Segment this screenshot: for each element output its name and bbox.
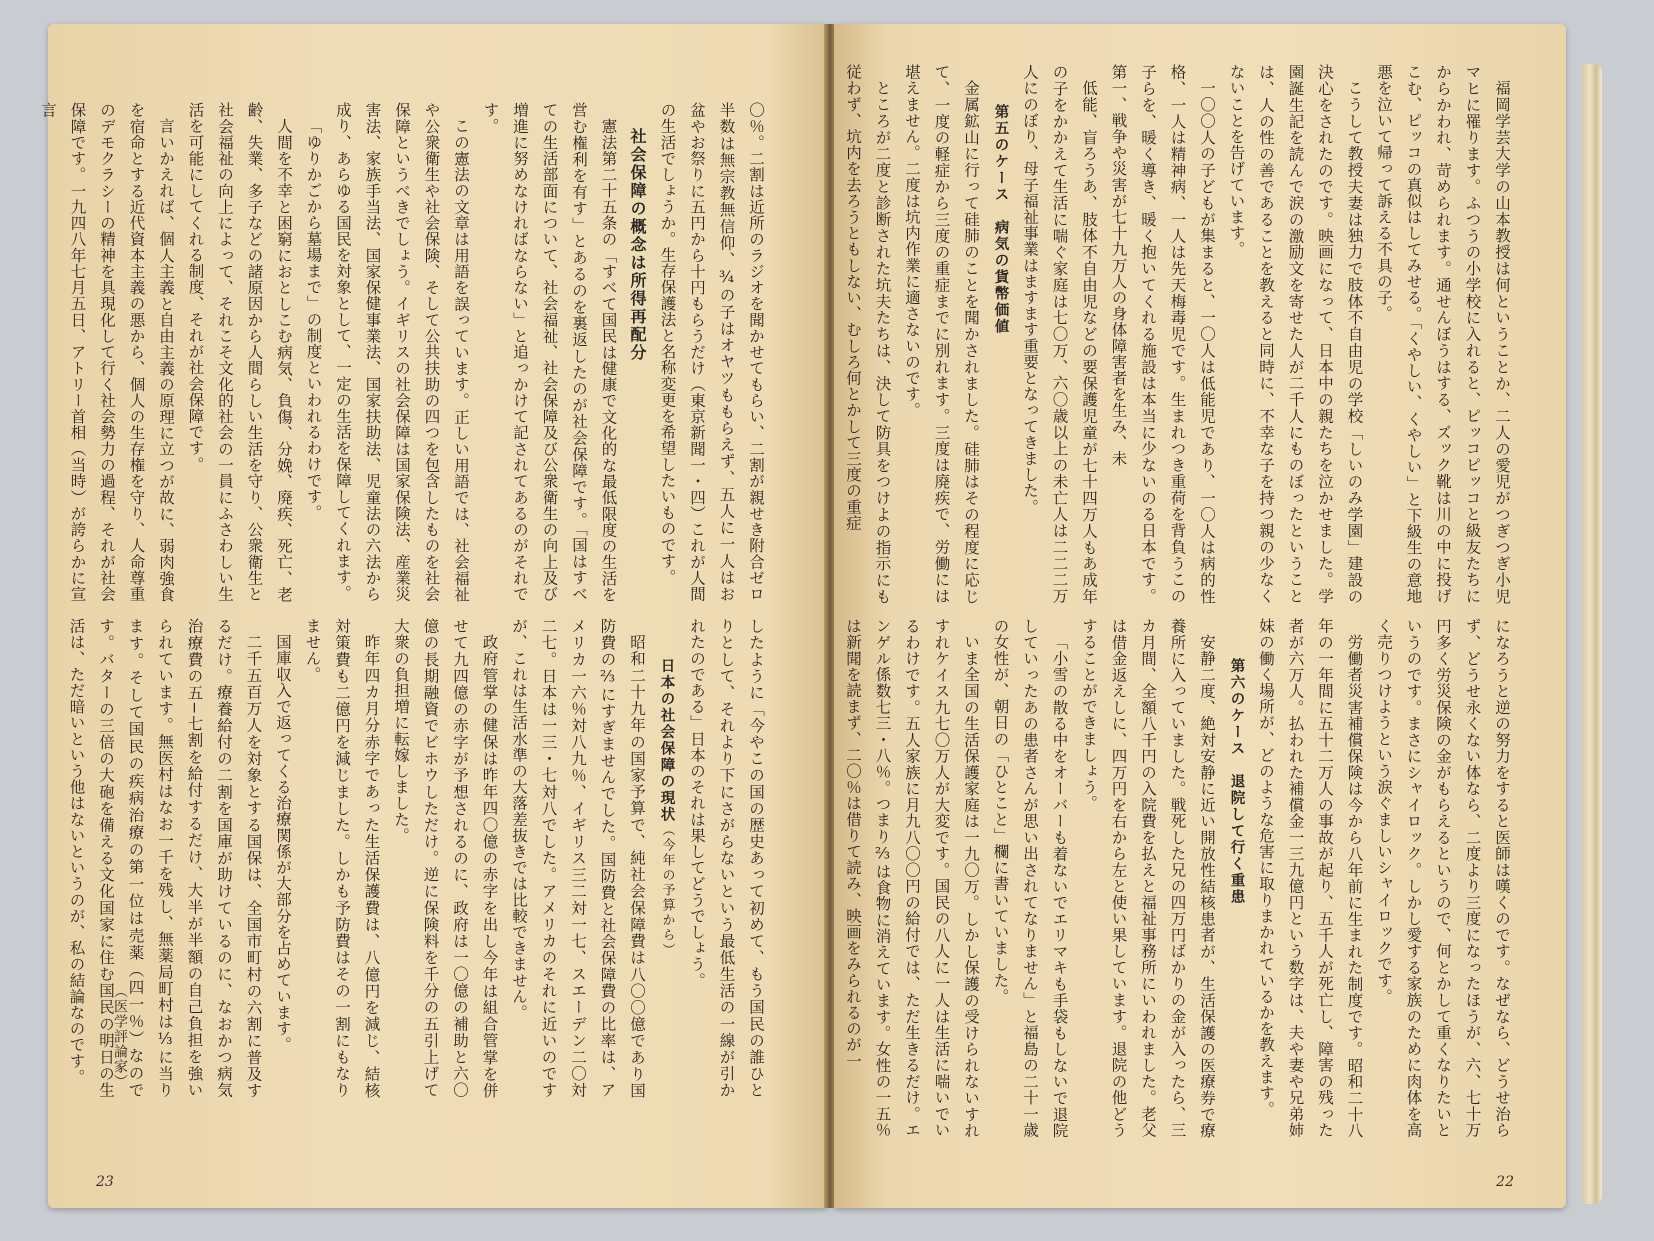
case5-heading: 第五のケース 病気の貨幣価値 [992,104,1009,335]
left-bottom-lead: したように「今やこの国の歴史あって初めて、もう国民の誰ひとりとして、それより下にさがらないという最低生活の一線が引かれたのである」日本のそれは果してどうでしょう。 [688,618,765,1098]
intro-paragraph: 一〇〇人の子どもが集まると、一〇人は低能児であり、一〇人は病的性格、一人は精神病、一人は先天梅毒児です。生まれつき重荷を背負うこの子らを、暖く導き、暖く抱いてくれる施設は本当に少ないのる日本です。第一、戦争や災害が七十九万人の身体障害者を生み、未 [1109,64,1216,604]
left-top-text [39,102,770,602]
case5-continued: になろうと逆の努力をすると医師は嘆くのです。なぜなら、どうせ治らず、どうせ永くない体なら、二度より三度になったほうが、六、七十万円多く労災保険の金がもらえるというので、何とかして重くなりたいというのです。まさにシャイロック。しかし愛する家族のために肉体を高く売りつけようという涙ぐましいシャイロックです。 [1375,618,1511,1138]
intro-paragraph: 福岡学芸大学の山本教授は何ということか、二人の愛児がつぎつぎ小児マヒに罹ります。ふつうの小学校に入れると、ピッコピッコと級友たちにからかわれ、苛められます。通せんぼうはする、ズック靴は川の中に投げこむ、ピッコの真似はしてみせる。「くやしい、くやしい」と下級生の意地悪を泣いて帰って訴える不具の子。 [1375,64,1511,604]
concept-paragraph: 「ゆりかごから墓場まで」の制度といわれるわけです。 [304,117,323,520]
page-number-right: 22 [1496,1174,1514,1190]
left-page [39,24,828,1208]
case6-paragraph: 安静二度、絶対安静に近い開放性結核患者が、生活保護の医療券で療養所に入っていました。戦死した兄の四万円ばかりの金が入ったら、三カ月間、全額八千円の入院費を払えと福祉事務所にいわれました。老父は借金返えしに、四万円を右から左と使い果しています。退院の他どうすることができましょう。 [1080,618,1216,1138]
concept-paragraph: 言いかえれば、個人主義と自由主義の原理に立つが故に、弱肉強食を宿命とする近代資本主義の悪から、個人の生存権を守り、人命尊重のデモクラシーの精神を具現化して行く社会勢力の過程、それが社会保障です。一九四八年七月五日、アトリー首相（当時）が誇らかに宣言 [39,102,175,602]
case5-paragraph: ところが二度と診断された坑夫たちは、決して防具をつけよの指示にも従わず、坑内を去ろうともしない、むしろ何とかして三度の重症 [844,64,892,604]
section-heading-status: 日本の社会保障の現状（今年の予算から） [658,658,675,958]
case5-paragraph: 労働者災害補償保険は今から八年前に生まれた制度です。昭和二十八年の一年間に五十二万人の事故が起り、五千人が死亡し、障害の残った者が六万人。払われた補償金一三九億円という数字は、夫や妻や兄弟姉妹の働く場所が、どのような危害に取りまかれているかを教えます。 [1257,618,1364,1138]
case6-paragraph: いま全国の生活保護家庭は一九〇万。しかし保護の受けられないすれすれケイス九七〇万人が大変です。国民の八人に一人は生活に喘いでいるわけです。五人家族に月九八〇〇円の給付では、ただ生きるだけ。エンゲル係数七三・八％。つまり⅔は食物に消えています。女性の一五％は新聞を読まず、二〇％は借りて読み、映画をみられるのが一 [844,618,980,1138]
section-heading-concept: 社会保障の概念は所得再配分 [628,128,647,362]
page-number-left: 23 [96,1174,114,1190]
author-credit: （医学評論家） [112,984,128,1089]
status-paragraph: 昭和二十九年の国家予算で、純社会保障費は八〇〇億であり国防費の⅔にすぎませんでした。国防費と社会保障費の比率は、アメリカ一六％対八九％、イギリス三二対一七、スエーデン二〇対二七。日本は一三・七対八でした。アメリカのそれに近いのですが、これは生活水準の大落差抜きでは比較できません。 [510,618,646,1098]
magazine-spread [39,24,1608,1208]
concept-paragraph: この憲法の文章は用語を誤っています。正しい用語では、社会福祉や公衆衛生や社会保険、そして公共扶助の四つを包含したものを社会保障というべきでしょう。イギリスの社会保障は国家保険法、産業災害法、家族手当法、国家保健事業法、国家扶助法、児童法の六法から成り、あらゆる国民を対象として、一定の生活を保障してくれます。 [334,102,470,602]
status-paragraph: 二千五百万人を対象とする国保は、全国市町村の六割に普及するだけ。療養給付の二割を国庫が助けているのに、なおかつ病気治療費の五−七割を給付するだけ、大半が半額の自己負担を強いられています。無医村はなお一千を残し、無薬局町村は⅓に当ります。そして国民の疾病治療の第一位は売薬（四一％）なのです。バターの三倍の大砲を備える文化国家に住む国民の明日の生活は、ただ暗いという他はないというのが、私の結論なのです。 [67,618,263,1098]
status-paragraph: 国庫収入で返ってくる治療関係が大部分を占めています。 [274,633,292,1053]
section-heading-status-sub: （今年の予算から） [659,823,675,958]
intro-paragraph: 低能、盲ろうあ、肢体不自由児などの要保護児童が七十四万人もあ成年の子をかかえて生活に喘ぐ家庭は七〇万、六〇歳以上の未亡人は二二二万人にのぼり、母子福祉事業はますます重要となってきました。 [1021,64,1098,604]
page-edges [1582,64,1602,1204]
right-bottom-text [844,618,1516,1138]
right-top-text [844,64,1516,604]
concept-paragraph: 憲法第二十五条の「すべて国民は健康で文化的な最低限度の生活を営む権利を有す」とあるのを裏返したのが社会保障です。「国はすべての生活部面について、社会福祉、社会保障及び公衆衛生の向上及び増進に努めなければならない」と追っかけて記されてあるのがそれです。 [481,102,618,602]
right-page [834,24,1566,1208]
case5-paragraph: 金属鉱山に行って硅肺のことを聞かされました。硅肺はその程度に応じて、一度の軽症から三度の重症までに別れます。三度は廃疾で、労働には堪えません。二度は坑内作業に適さないのです。 [903,64,980,604]
intro-paragraph: こうして教授夫妻は独力で肢体不自由児の学校「しいのみ学園」建設の決心をされたのです。映画になって、日本中の親たちを泣かせました。学園誕生記を読んで涙の激励文を寄せた人が二千人にものぼったということは、人の性の善であることを教えると同時に、不幸な子を持つ親の少なくないことを告げています。 [1227,64,1364,604]
concept-paragraph: 人間を不幸と困窮におとしこむ病気、負傷、分娩、廃疾、死亡、老齢、失業、多子などの諸原因から人間らしい生活を守り、公衆衛生と社会福祉の向上によって、それこそ文化的社会の一員にふさわしい生活を可能にしてくれる制度、それが社会保障です。 [186,102,293,602]
left-lead-paragraph: 〇％。二割は近所のラジオを聞かせてもらい、二割が親せき附合ゼロ半数は無宗教無信仰、¾の子はオヤツももらえず、五人に一人はお盆やお祭りに五円から十円もらうだけ（東京新聞一・四）これが人間の生活でしょうか。生存保護法と名称変更を希望したいものです。 [658,102,765,602]
status-paragraph: 昨年四カ月分赤字であった生活保護費は、八億円を減じ、結核対策費も二億円を減じました。しかも予防費はその一割にもなりません。 [303,618,381,1098]
status-paragraph: 政府管掌の健保は昨年四〇億の赤字を出し今年は組合管掌を併せて九四億の赤字が予想されるのに、政府は一〇億の補助と六〇億の長期融資でビホウしただけ。逆に保険料を千分の五引上げて大衆の負担増に転嫁しました。 [392,618,499,1098]
case6-heading: 第六のケース 退院して行く重患 [1228,658,1245,906]
case6-paragraph: 「小雪の散る中をオーバーも着ないでエリマキも手袋もしないで退院していったあの患者さんが思い出されてなりません」と福島の二十一歳の女性が、朝日の「ひとこと」欄に書いていました。 [991,618,1069,1138]
